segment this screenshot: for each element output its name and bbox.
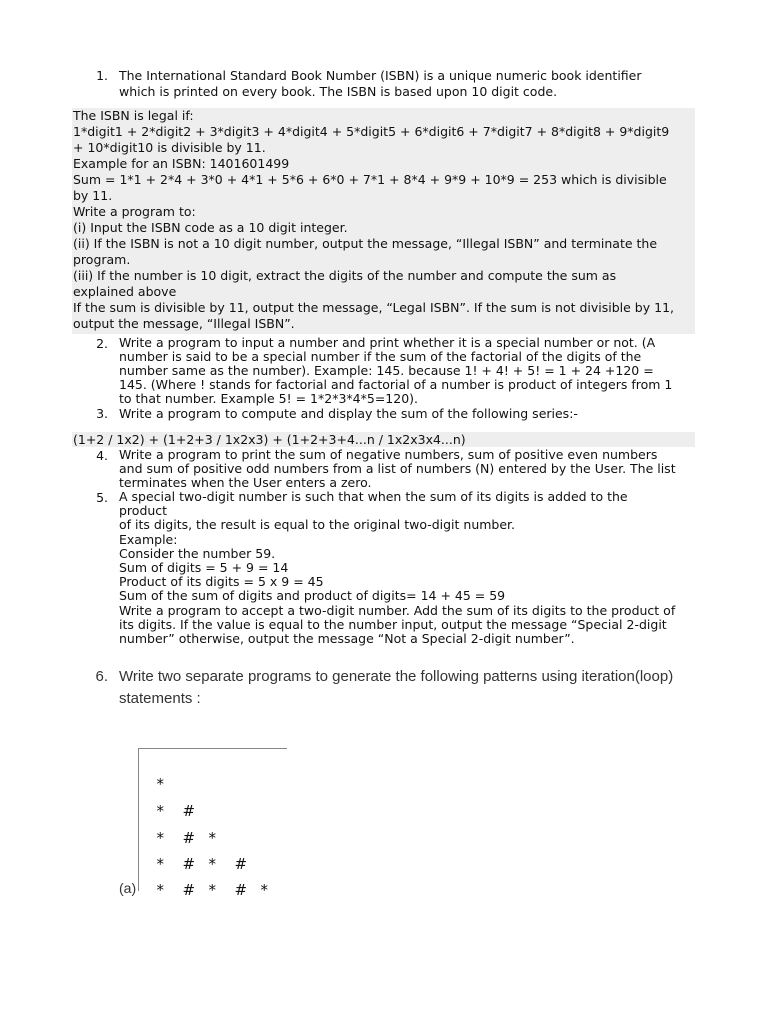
pattern-symbol: #	[234, 855, 248, 873]
q4-line: terminates when the User enters a zero.	[119, 475, 372, 490]
isbn-line: (iii) If the number is 10 digit, extract the digits of the number and compute the sum as	[73, 268, 617, 283]
isbn-line: Write a program to:	[73, 204, 196, 219]
isbn-line: program.	[73, 252, 131, 267]
q2-line: 145. (Where ! stands for factorial and factorial of a number is product of integers from 1	[119, 377, 673, 392]
q2-line: Write a program to input a number and print whether it is a special number or not. (A	[119, 335, 656, 350]
pattern-symbol: #	[234, 881, 248, 899]
q2-number: 2.	[96, 336, 108, 351]
pattern-row	[147, 866, 287, 898]
pattern-symbol: *	[156, 829, 165, 847]
q1-line: which is printed on every book. The ISBN is based upon 10 digit code.	[119, 84, 558, 99]
q5-line: product	[119, 503, 168, 519]
series-box	[72, 432, 695, 447]
q3-line: Write a program to compute and display the sum of the following series:-	[119, 406, 578, 421]
series-text: (1+2 / 1x2) + (1+2+3 / 1x2x3) + (1+2+3+4...n / 1x2x3x4...n)	[73, 432, 466, 447]
pattern-symbol: #	[182, 855, 196, 873]
isbn-line: by 11.	[73, 188, 113, 203]
q5-line: its digits. If the value is equal to the number input, output the message “Special 2-digit	[119, 616, 667, 632]
pattern-symbol: *	[156, 855, 165, 873]
pattern-label: (a)	[119, 880, 137, 896]
pattern-symbol: *	[208, 881, 217, 899]
q6-line: statements :	[119, 690, 201, 707]
q2-line: number is said to be a special number if the sum of the factorial of the digits of the	[119, 349, 642, 364]
isbn-line: The ISBN is legal if:	[73, 108, 194, 123]
q5-line: of its digits, the result is equal to the original two-digit number.	[119, 517, 516, 533]
isbn-line: explained above	[73, 284, 177, 299]
pattern-symbol: *	[208, 855, 217, 873]
isbn-line: (ii) If the ISBN is not a 10 digit number, output the message, “Illegal ISBN” and terminate the	[73, 236, 658, 251]
pattern-symbol: *	[156, 775, 165, 793]
isbn-line: output the message, “Illegal ISBN”.	[73, 316, 295, 331]
q5-line: number” otherwise, output the message “Not a Special 2-digit number”.	[119, 631, 575, 647]
pattern-symbol: #	[182, 802, 196, 820]
isbn-line: If the sum is divisible by 11, output the message, “Legal ISBN”. If the sum is not divisible by 11,	[73, 300, 674, 315]
isbn-line: Example for an ISBN: 1401601499	[73, 156, 290, 171]
q6-line: Write two separate programs to generate the following patterns using iteration(loop)	[119, 668, 674, 685]
q5-line: Consider the number 59.	[119, 545, 276, 561]
q1-line: The International Standard Book Number (ISBN) is a unique numeric book identifier	[119, 68, 642, 83]
q2-line: number same as the number). Example: 145. because 1! + 4! + 5! = 1 + 24 +120 =	[119, 363, 654, 378]
q1-number: 1.	[96, 68, 108, 83]
q5-number: 5.	[96, 490, 108, 505]
isbn-line: Sum = 1*1 + 2*4 + 3*0 + 4*1 + 5*6 + 6*0 + 7*1 + 8*4 + 9*9 + 10*9 = 253 which is divisible	[73, 172, 667, 187]
q6-number: 6.	[95, 668, 108, 685]
q4-line: Write a program to print the sum of negative numbers, sum of positive even numbers	[119, 447, 658, 462]
q4-text	[119, 448, 699, 490]
q5-line: Product of its digits = 5 x 9 = 45	[119, 574, 324, 590]
pattern-symbol: #	[182, 881, 196, 899]
q5-line: Sum of the sum of digits and product of digits= 14 + 45 = 59	[119, 588, 506, 604]
q4-number: 4.	[96, 448, 108, 463]
q5-text	[119, 490, 699, 646]
q3-text	[119, 406, 699, 422]
q6-text	[119, 666, 699, 710]
isbn-rules-box	[72, 108, 695, 334]
pattern-symbol: *	[156, 802, 165, 820]
q5-line: Example:	[119, 531, 178, 547]
pattern-symbol: *	[208, 829, 217, 847]
q2-text	[119, 336, 699, 406]
q5-line: Sum of digits = 5 + 9 = 14	[119, 560, 289, 576]
pattern-symbol: *	[260, 881, 269, 899]
isbn-line: 1*digit1 + 2*digit2 + 3*digit3 + 4*digit4 + 5*digit5 + 6*digit6 + 7*digit7 + 8*digit8 + 9*digit9	[73, 124, 670, 139]
q2-line: to that number. Example 5! = 1*2*3*4*5=120).	[119, 391, 418, 406]
q3-number: 3.	[96, 406, 108, 421]
q1-text	[119, 68, 699, 100]
pattern-symbol: #	[182, 829, 196, 847]
q4-line: and sum of positive odd numbers from a list of numbers (N) entered by the User. The list	[119, 461, 676, 476]
pattern-symbol: *	[156, 881, 165, 899]
isbn-line: + 10*digit10 is divisible by 11.	[73, 140, 266, 155]
isbn-line: (i) Input the ISBN code as a 10 digit integer.	[73, 220, 348, 235]
q5-line: A special two-digit number is such that when the sum of its digits is added to the	[119, 489, 628, 504]
q5-line: Write a program to accept a two-digit number. Add the sum of its digits to the product of	[119, 602, 676, 618]
